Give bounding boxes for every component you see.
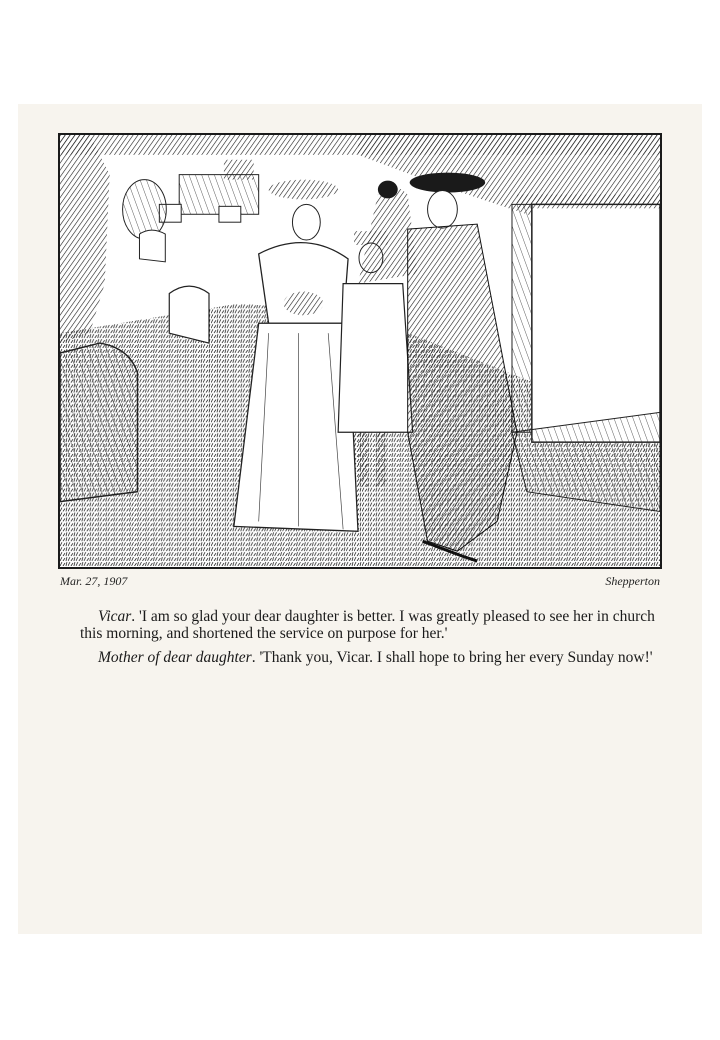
stone-tomb [512,194,660,511]
dialogue-quote: 'I am so glad your dear daughter is better. I was greatly pleased to see her in church this morning, and shortened the service on purpose for her.' [80,608,655,642]
dialogue-quote: 'Thank you, Vicar. I shall hope to bring her every Sunday now!' [259,649,653,666]
speaker-dot: . [251,649,260,666]
dialogue-line-vicar [80,608,658,642]
caption-row [60,574,660,594]
caption-date: Mar. 27, 1907 [60,574,128,588]
cartoon-illustration [58,133,662,569]
dialogue-line-mother [80,649,658,666]
speaker-name: Mother of dear daughter [98,649,252,666]
caption-place: Shepperton [605,574,660,588]
speaker-name: Vicar [98,608,132,625]
dialogue-text [80,608,658,673]
churchyard-drawing [60,135,660,567]
speaker-dot: . [131,608,140,625]
